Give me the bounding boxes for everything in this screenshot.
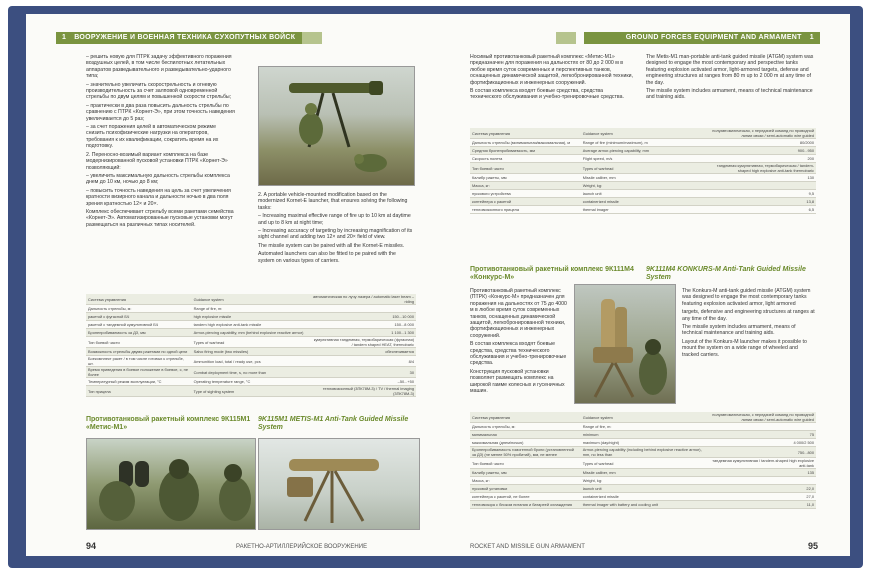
- spec-row: [470, 423, 816, 431]
- left-header-strip: [302, 32, 322, 44]
- spec-row: [86, 337, 416, 348]
- spec-label-ru: Тип боевой части: [470, 458, 581, 469]
- spec-label-en: Missile caliber, mm: [581, 469, 706, 477]
- spec-label-en: Range of fire, m:: [581, 423, 706, 431]
- spec-row: [470, 139, 816, 147]
- book-spread: [8, 6, 863, 568]
- paragraph: The Metis-M1 man-portable anti-tank guided missile (ATGM) system was designed to engage the most contemporary and perspective tanks featuring explosion activated armor, light-armored targets, defense and engineering structures at ranges from 80 m up to 2 000 m at any time of the day.: [646, 54, 814, 86]
- spec-label-ru: Дальность стрельбы, м:: [470, 423, 581, 431]
- spec-label-ru: Тип боевой части: [86, 337, 192, 348]
- spec-label-en: containerized missile: [581, 493, 706, 501]
- spec-label-ru: ракетой с тандемной кумулятивной БЧ: [86, 321, 192, 329]
- spec-row: [470, 412, 816, 423]
- spec-value: 4 000/2 500: [705, 439, 816, 447]
- spec-row: [470, 206, 816, 214]
- spec-value: тандемная кумулятивная / tandem-shaped high explosive anti-tank: [705, 458, 816, 469]
- spec-row: [470, 458, 816, 469]
- left-footer: РАКЕТНО-АРТИЛЛЕРИЙСКОЕ ВООРУЖЕНИЕ: [236, 544, 368, 550]
- spec-label-en: Types of warhead: [581, 163, 706, 174]
- metis-launcher-photo: [258, 438, 420, 530]
- spec-row: [470, 501, 816, 509]
- spec-label-en: launch unit: [581, 190, 706, 198]
- konkurs-title-ru: Противотанковый ракетный комплекс 9К111М4 «Конкурс-М»: [470, 266, 634, 281]
- spec-label-en: Types of warhead: [192, 337, 311, 348]
- spec-label-ru: Бронепробиваемость за ДЗ, мм: [86, 329, 192, 337]
- spec-label-ru: Температурный режим эксплуатации, °С: [86, 378, 192, 386]
- spec-label-ru: Тип прицела: [86, 386, 192, 397]
- paragraph: The Konkurs-M anti-tank guided missile (ATGM) system was designed to engage the most contemporary tanks featuring explosion activated armor, light armored: [682, 288, 811, 307]
- spec-label-ru: Средняя бронепробиваемость, мм: [470, 147, 581, 155]
- spec-value: 11,0: [705, 501, 816, 509]
- spec-label-en: Types of warhead: [581, 458, 706, 469]
- spec-row: [86, 356, 416, 367]
- spec-value: автоматическая по лучу лазера / automatic laser beam – riding: [310, 294, 416, 305]
- spec-label-en: Range of fire, m:: [192, 305, 311, 313]
- konkurs-spec-table: [470, 412, 816, 509]
- spec-label-ru: Боекомплект ракет / в том числе готовых к стрельбе, шт.: [86, 356, 192, 367]
- spec-value: [310, 305, 416, 313]
- spec-label-en: Guidance system: [581, 128, 706, 139]
- metis-title-en: 9K115M1 METIS-M1 Anti-Tank Guided Missile System: [258, 416, 409, 431]
- spec-value: 135: [705, 469, 816, 477]
- right-header-number: 1: [809, 34, 814, 41]
- spec-value: 9,5: [705, 190, 816, 198]
- paragraph: Layout of the Konkurs-M launcher makes it possible to mount the system on a wide range of wheeled and tracked carriers.: [682, 338, 807, 358]
- spec-row: [86, 367, 416, 378]
- spec-label-ru: Калибр ракеты, мм: [470, 174, 581, 182]
- atgm-on-tripod-illustration: [259, 439, 419, 529]
- spec-label-en: maximum (day/night): [581, 439, 706, 447]
- spec-label-ru: тепловизора с блоком питания и батареей охлаждения: [470, 501, 581, 509]
- konkurs-launcher-photo: [574, 284, 676, 404]
- spec-value: 130: [705, 174, 816, 182]
- paragraph: Automated launchers can also be fitted to pe paired with the system on various types of carriers.: [258, 251, 396, 264]
- right-footer: ROCKET AND MISSILE GUN ARMAMENT: [470, 544, 585, 550]
- spec-row: [470, 155, 816, 163]
- left-header-title: ВООРУЖЕНИЕ И ВОЕННАЯ ТЕХНИКА СУХОПУТНЫХ ВОЙСК: [74, 34, 296, 41]
- spec-value: 150...8 000: [310, 321, 416, 329]
- spec-value: 1 100...1 300: [310, 329, 416, 337]
- spec-label-en: Ammunition load, total / ready use, pcs: [192, 356, 311, 367]
- spec-row: [86, 305, 416, 313]
- metis-spec-table: [470, 128, 816, 214]
- paragraph: The missile system includes armament, means of technical maintenance and training aids.: [646, 88, 813, 101]
- spec-value: полуавтоматическая, с передачей команд по проводной линии связи / semi-automatic wire guided: [705, 128, 816, 139]
- spec-label-ru: Система управления: [86, 294, 192, 305]
- paragraph: Противотанковый ракетный комплекс (ПТРК) «Конкурс-М» предназначен для поражения на дальностях от 75 до 4000 м в любое время суток современных танков, оснащенных динамической защитой, легкобронированной техники, фортификационных и инженерных сооружений.: [470, 288, 567, 339]
- kornet-spec-table: [86, 294, 416, 397]
- spec-row: [86, 313, 416, 321]
- paragraph: В состав комплекса входят боевые средства, средства технического обслуживания и учебно-тренировочные средства.: [470, 88, 624, 101]
- spec-row: [470, 469, 816, 477]
- left-page-header: [56, 32, 302, 44]
- spec-label-ru: пусковой установки: [470, 485, 581, 493]
- spec-value: [705, 423, 816, 431]
- spec-row: [470, 147, 816, 155]
- spec-row: [470, 477, 816, 485]
- spec-value: 900...950: [705, 147, 816, 155]
- spec-value: 150...10 000: [310, 313, 416, 321]
- right-header-strip: [556, 32, 576, 44]
- right-header-title: GROUND FORCES EQUIPMENT AND ARMAMENT: [625, 34, 802, 41]
- paragraph: – практически в два раза повысить дальность стрельбы по сравнению с ПТРК «Корнет-Э», при этом точность наведения увеличивается до 5 раз;: [86, 102, 235, 122]
- paragraph: – Increasing maximal effective range of fire up to 10 km at daytime and up to 8 km at night time;: [258, 213, 411, 226]
- spec-label-ru: Масса, кг:: [470, 477, 581, 485]
- left-page: [26, 14, 438, 556]
- paragraph: В состав комплекса входят боевые средства, средства технического обслуживания и учебно-тренировочные средства.: [470, 341, 567, 367]
- spec-label-en: Average armor-piercing capability, mm: [581, 147, 706, 155]
- left-col1-text: [86, 54, 236, 230]
- right-page-number: 95: [807, 541, 818, 551]
- right-page: [438, 14, 850, 556]
- konkurs-description-en: [682, 288, 816, 360]
- paragraph: The missile system includes armament, means of technical maintenance and training aids.: [682, 324, 796, 337]
- soldier-with-atgm-illustration: [259, 67, 414, 185]
- paragraph: 2. Переносно-возимый вариант комплекса на базе модернизированной пусковой установки ПТРК «Корнет-Э» позволяющий:: [86, 151, 228, 171]
- spec-label-en: minimum: [581, 431, 706, 439]
- kornet-launcher-photo: [258, 66, 415, 186]
- spec-row: [470, 431, 816, 439]
- spec-value: 750...800: [705, 447, 816, 458]
- spec-label-ru: Бронепробиваемость гомогенной брони (установленной за ДЗ) (не менее 50% пробитий), мм, не менее: [470, 447, 581, 458]
- spec-value: 22,0: [705, 485, 816, 493]
- spec-value: 30: [310, 367, 416, 378]
- soldiers-with-binoculars-illustration: [87, 439, 255, 529]
- spec-value: полуавтоматическая, с передачей команд по проводной линии связи / semi-automatic wire guided: [705, 412, 816, 423]
- spec-label-ru: контейнера с ракетой, не более: [470, 493, 581, 501]
- spec-label-en: thermal imager: [581, 206, 706, 214]
- spec-label-ru: тепловизионного прицела: [470, 206, 581, 214]
- spec-row: [470, 174, 816, 182]
- spec-row: [470, 128, 816, 139]
- spec-value: [705, 182, 816, 190]
- left-col2-text: [258, 192, 413, 266]
- spec-label-ru: ракетой с фугасной БЧ: [86, 313, 192, 321]
- spec-value: тандемная кумулятивная, термобарическая / tandem-shaped high explosive anti-tank thermobaric: [705, 163, 816, 174]
- spec-label-ru: Скорость полета: [470, 155, 581, 163]
- paragraph: – решить новую для ПТРК задачу эффективного поражения воздушных целей, в том числе беспилотных летательных аппаратов разведывательного и разведывательно-ударного типа;: [86, 54, 232, 80]
- spec-value: обеспечивается: [310, 348, 416, 356]
- spec-row: [86, 294, 416, 305]
- spec-label-ru: Тип боевой части: [470, 163, 581, 174]
- paragraph: – увеличить максимальную дальность стрельбы комплекса днем до 10 км, ночью до 8 км;: [86, 172, 230, 186]
- spec-label-en: launch unit: [581, 485, 706, 493]
- paragraph: Конструкция пусковой установки позволяет размещать комплекс на широкой гамме колесных и гусеничных машин.: [470, 368, 565, 395]
- spec-value: 200: [705, 155, 816, 163]
- spec-row: [470, 182, 816, 190]
- spec-value: кумулятивная тандемная, термобарическая (фугасная) / tandem shaped HEAT, thermobaric: [310, 337, 416, 348]
- spec-label-en: Armor-piercing capability (including behind explosive reactive armor), mm, no less than: [581, 447, 706, 458]
- konkurs-title-en: 9K111M4 KONKURS-M Anti-Tank Guided Missile System: [646, 266, 806, 281]
- spec-label-ru: минимальная: [470, 431, 581, 439]
- paragraph: – за счет поражения целей в автоматическом режиме снизить психофизические нагрузки на операторов, требования к их квалификации, сократить время на их подготовку.: [86, 124, 219, 150]
- spec-label-en: thermal imager with battery and cooling unit: [581, 501, 706, 509]
- spec-row: [86, 386, 416, 397]
- paragraph: – Increasing accuracy of targeting by increasing magnification of its sight channel and adding two 12× and 20× field of view.: [258, 228, 413, 241]
- spec-row: [470, 493, 816, 501]
- spec-value: 75: [705, 431, 816, 439]
- paragraph: The missile system can be paired with all the Kornet-E missiles.: [258, 242, 405, 249]
- spec-label-ru: Дальность стрельбы, м:: [86, 305, 192, 313]
- spec-label-en: tandem high explosive anti-tank missile: [192, 321, 311, 329]
- spec-label-en: Flight speed, m/s: [581, 155, 706, 163]
- metis-crew-photo: [86, 438, 256, 530]
- spec-label-en: Weight, kg:: [581, 182, 706, 190]
- spec-value: 8/4: [310, 356, 416, 367]
- spec-label-en: Type of sighting system: [192, 386, 311, 397]
- spec-value: [705, 477, 816, 485]
- paragraph: Комплекс обеспечивает стрельбу всеми ракетами семейства «Корнет-Э». Автоматизированные пусковые установки могут размещаться на различных типах носителей.: [86, 208, 234, 228]
- paragraph: 2. A portable vehicle-mounted modification based on the modernized Kornet-E launcher, that ensures solving the following tasks:: [258, 192, 408, 211]
- spec-label-ru: пускового устройства: [470, 190, 581, 198]
- spec-row: [86, 321, 416, 329]
- spec-label-en: Operating temperature range, °С: [192, 378, 311, 386]
- spec-label-ru: Возможность стрельбы двумя ракетами по одной цели: [86, 348, 192, 356]
- spec-row: [470, 485, 816, 493]
- spec-row: [470, 198, 816, 206]
- paragraph: targets, defensive and engineering structures at ranges at any time of the day.: [682, 309, 815, 322]
- spec-value: –50...+50: [310, 378, 416, 386]
- paragraph: – значительно увеличить скорострельность и огневую производительность за счет залповой одновременной стрельбы по двум целям и повышенной скорости стрельбы;: [86, 81, 232, 101]
- spec-label-ru: максимальная (днем/ночью): [470, 439, 581, 447]
- spec-value: 13,8: [705, 198, 816, 206]
- paragraph: Носимый противотанковый ракетный комплекс «Метис-М1» предназначен для поражения на дальностях от 80 до 2 000 м в любое время суток современных и перспективных танков, оснащенных динамической защитой, легкобронированной техники, фортификационных и инженерных сооружений.: [470, 54, 633, 86]
- spec-label-ru: Дальность стрельбы (минимальная/максимальная), м: [470, 139, 581, 147]
- metis-description-ru: [470, 54, 635, 103]
- paragraph: – повысить точность наведения на цель за счет увеличения кратности визирного канала и дальности ночью в два поля зрения кратностью 12× и 20×.: [86, 187, 231, 207]
- spec-value: тепловизионный (3ПК78М-3) / TV / thermal imaging (3ПК78М-3): [310, 386, 416, 397]
- spec-label-en: Guidance system: [581, 412, 706, 423]
- spec-row: [470, 447, 816, 458]
- metis-title-ru: Противотанковый ракетный комплекс 9К115М1 «Метис-М1»: [86, 416, 251, 431]
- spec-label-en: Missile caliber, mm: [581, 174, 706, 182]
- spec-label-ru: Время приведения в боевое положение в боевое, с, не более: [86, 367, 192, 378]
- spec-row: [470, 163, 816, 174]
- left-header-number: 1: [62, 34, 67, 41]
- spec-row: [86, 378, 416, 386]
- konkurs-description-ru: [470, 288, 568, 397]
- spec-label-en: Armor-piercing capability, mm (behind explosive reactive armor): [192, 329, 311, 337]
- spec-label-ru: Система управления: [470, 128, 581, 139]
- spec-label-en: Weight, kg:: [581, 477, 706, 485]
- spec-row: [470, 190, 816, 198]
- spec-label-ru: Масса, кг:: [470, 182, 581, 190]
- spec-label-en: Guidance system: [192, 294, 311, 305]
- spec-label-en: Combat deployment time, s, no more than: [192, 367, 311, 378]
- spec-label-ru: Калибр ракеты, мм: [470, 469, 581, 477]
- left-page-number: 94: [86, 541, 97, 551]
- konkurs-on-tripod-illustration: [575, 285, 675, 403]
- spec-row: [470, 439, 816, 447]
- spec-label-en: high explosive missile: [192, 313, 311, 321]
- spec-label-ru: контейнера с ракетой: [470, 198, 581, 206]
- spec-value: 27,0: [705, 493, 816, 501]
- spec-label-en: Range of fire (minimum/maximum), m: [581, 139, 706, 147]
- spec-row: [86, 329, 416, 337]
- spec-label-en: containerized missile: [581, 198, 706, 206]
- spec-label-ru: Система управления: [470, 412, 581, 423]
- spec-value: 6,5: [705, 206, 816, 214]
- spec-row: [86, 348, 416, 356]
- right-page-header: [584, 32, 820, 44]
- metis-description-en: [646, 54, 816, 103]
- spec-label-en: Salvo firing mode (two missiles): [192, 348, 311, 356]
- spec-value: 80/2000: [705, 139, 816, 147]
